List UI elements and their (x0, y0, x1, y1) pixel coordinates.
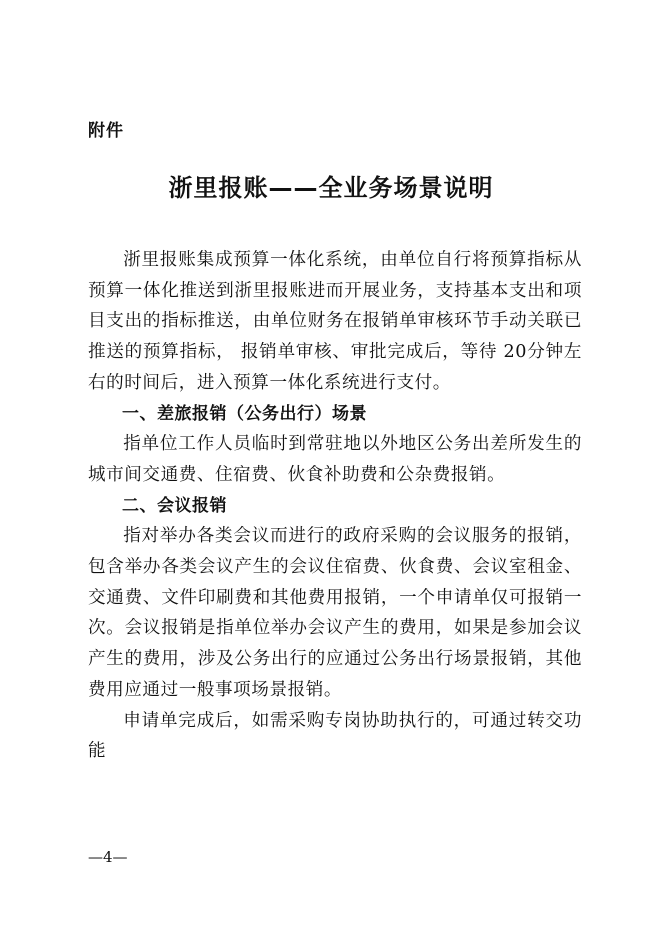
section-paragraph-travel: 指单位工作人员临时到常驻地以外地区公务出差所发生的城市间交通费、住宿费、伙食补助费和公杂费报销。 (88, 434, 582, 485)
section-paragraph-meeting: 指对举办各类会议而进行的政府采购的会议服务的报销，包含举办各类会议产生的会议住宿费、伙食费、会议室租金、交通费、文件印刷费和其他费用报销，一个申请单仅可报销一次。会议报销是指单位举办会议产生的费用，如果是参加会议产生的费用，涉及公务出行的应通过公务出行场景报销，其他费用应通过一般事项场景报销。 (88, 526, 582, 700)
intro-paragraph: 浙里报账集成预算一体化系统，由单位自行将预算指标从预算一体化推送到浙里报账进而开展业务，支持基本支出和项目支出的指标推送，由单位财务在报销单审核环节手动关联已推送的预算指标， 报销单审核、审批完成后，等待 20分钟左右的时间后，进入预算一体化系统进行支付。 (88, 250, 582, 393)
document-title: 浙里报账——全业务场景说明 (168, 174, 494, 202)
page-number: —4— (88, 848, 128, 866)
annex-label: 附件 (88, 121, 124, 141)
section-heading-meeting: 二、会议报销 (122, 495, 227, 516)
document-body (88, 245, 582, 767)
section-heading-travel: 一、差旅报销（公务出行）场景 (122, 403, 367, 424)
section-paragraph-meeting-followup: 申请单完成后，如需采购专岗协助执行的，可通过转交功能 (88, 710, 582, 762)
